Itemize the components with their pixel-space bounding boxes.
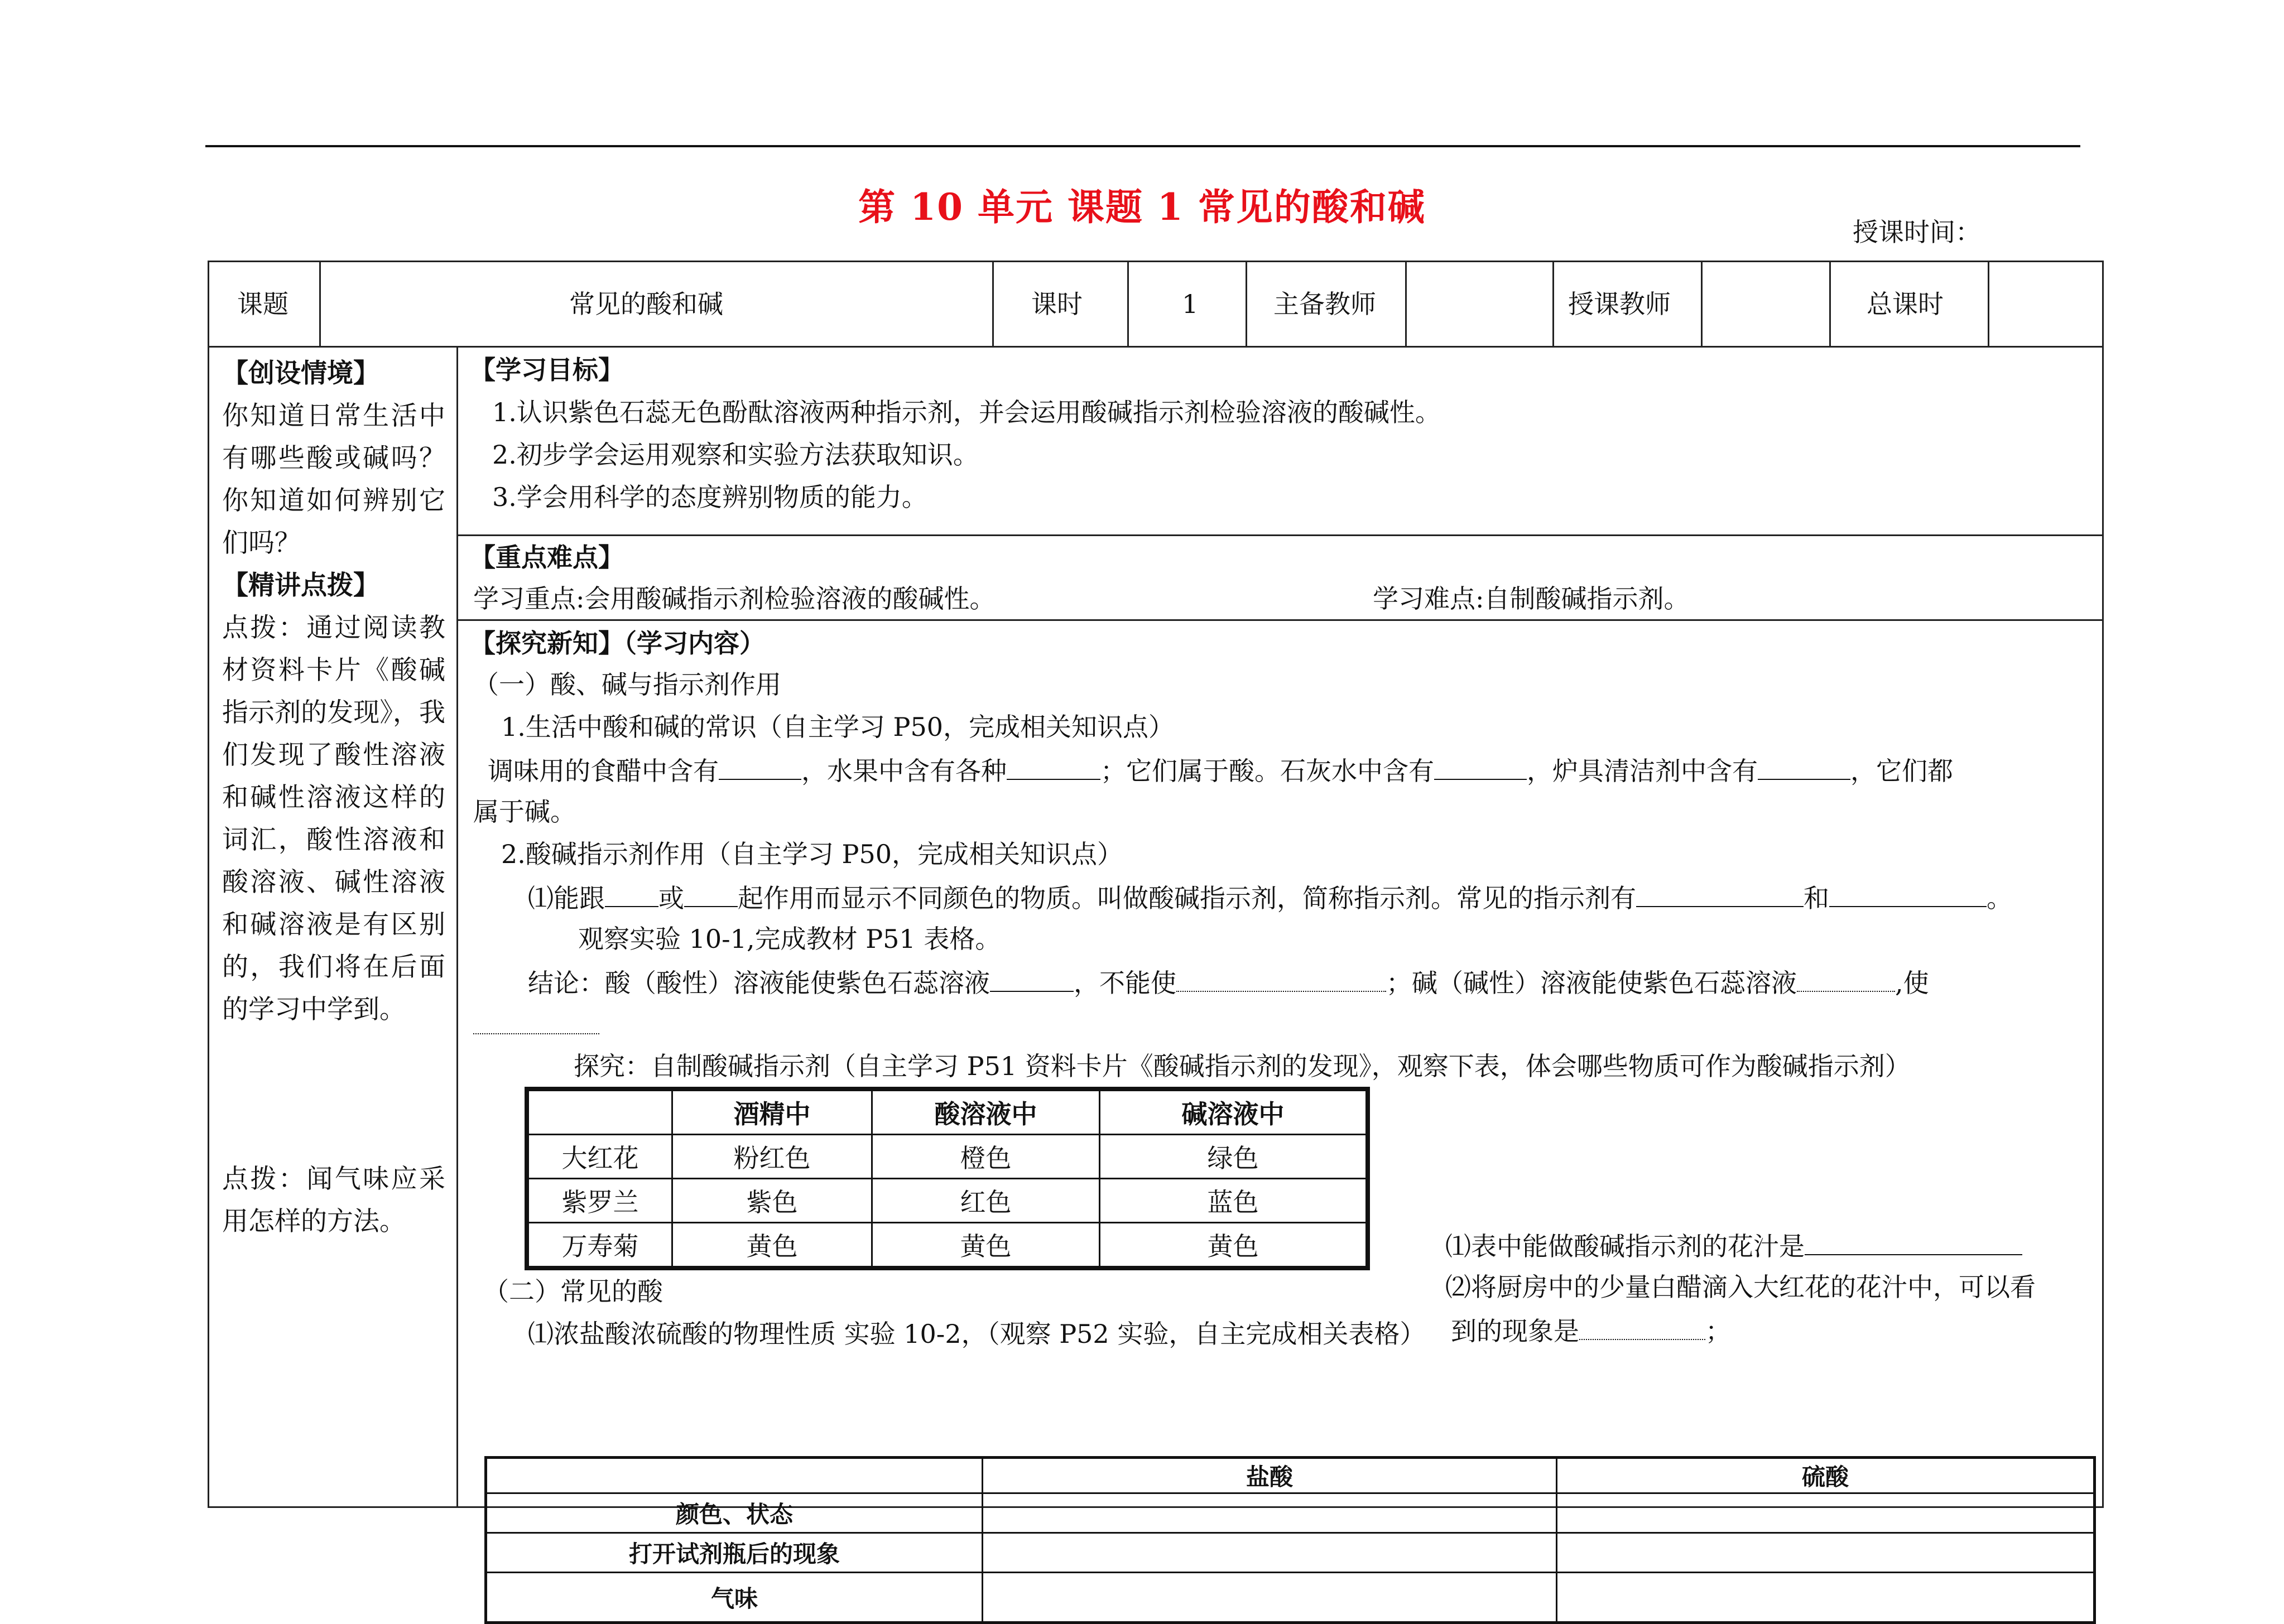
answer-cell[interactable] (1557, 1533, 2095, 1573)
section-common-acids: （二）常见的酸 (483, 1276, 663, 1307)
text: 和 (1804, 883, 1829, 913)
teacher-label: 授课教师 (1568, 289, 1671, 319)
top-rule (205, 145, 2080, 147)
header-col-divider (1988, 261, 1989, 347)
left-guidance-column (222, 353, 445, 1243)
objective-item: 2.初步学会运用观察和实验方法获取知识。 (492, 440, 979, 470)
scenario-heading: 【创设情境】 (222, 358, 379, 389)
header-cell: 碱溶液中 (1100, 1089, 1368, 1135)
answer-cell[interactable] (983, 1493, 1557, 1533)
color-cell: 蓝色 (1100, 1179, 1368, 1223)
answer-blank[interactable] (719, 756, 801, 780)
color-cell: 紫色 (672, 1179, 872, 1223)
page-title: 第 10 单元 课题 1 常见的酸和碱 (858, 185, 1426, 229)
text: 。 (1987, 883, 2012, 913)
header-cell: 酒精中 (672, 1089, 872, 1135)
property-label: 气味 (486, 1573, 983, 1623)
table-row (527, 1179, 1368, 1223)
table-header-row (486, 1458, 2095, 1493)
header-row-divider (208, 346, 2104, 348)
table-row (527, 1135, 1368, 1179)
color-cell: 黄色 (1100, 1223, 1368, 1269)
class-time-label: 授课时间： (1853, 217, 1981, 247)
lead-teacher-label: 主备教师 (1273, 289, 1376, 319)
table-row (527, 1223, 1368, 1269)
answer-cell[interactable] (983, 1573, 1557, 1623)
header-col-divider (1829, 261, 1831, 347)
header-cell: 酸溶液中 (872, 1089, 1100, 1135)
text: 到的现象是 (1451, 1316, 1579, 1346)
question-line (1445, 1232, 2022, 1259)
text: ，它们都 (1850, 756, 1953, 786)
indicator-table (525, 1087, 1370, 1270)
explore-paragraph: 1.生活中酸和碱的常识（自主学习 P50，完成相关知识点） (501, 712, 1174, 742)
header-col-divider (319, 261, 321, 347)
period-value: 1 (1182, 289, 1199, 319)
answer-blank[interactable] (1176, 968, 1386, 992)
text: ,使 (1895, 968, 1929, 998)
question-line: ⑵将厨房中的少量白醋滴入大红花的花汁中，可以看 (1445, 1272, 2036, 1302)
fill-blank-line (528, 884, 2012, 911)
keypoints-divider (456, 619, 2104, 621)
answer-blank[interactable] (1579, 1317, 1705, 1340)
acid-properties-table (484, 1456, 2096, 1624)
header-cell (486, 1458, 983, 1493)
text: ⑴能跟 (528, 883, 605, 913)
header-cell: 盐酸 (983, 1458, 1557, 1493)
fill-blank-line (473, 1011, 599, 1038)
key-focus: 学习重点:会用酸碱指示剂检验溶液的酸碱性。 (473, 584, 996, 614)
header-col-divider (1246, 261, 1247, 347)
table-row (486, 1493, 2095, 1533)
tip-text: 点拨：通过阅读教材资料卡片《酸碱指示剂的发现》，我们发现了酸性溶液和碱性溶液这样的词汇，酸性溶液和酸溶液、碱性溶液和碱溶液是有区别的，我们将在后面的学习中学到。 (222, 613, 445, 1025)
period-label: 课时 (1031, 289, 1083, 319)
explore-heading: 【探究新知】（学习内容） (470, 628, 765, 658)
table-row (486, 1573, 2095, 1623)
explore-paragraph: 观察实验 10-1,完成教材 P51 表格。 (578, 924, 1001, 954)
answer-cell[interactable] (1557, 1493, 2095, 1533)
header-col-divider (1701, 261, 1703, 347)
answer-blank[interactable] (1007, 756, 1100, 780)
header-cell: 硫酸 (1557, 1458, 2095, 1493)
text: 结论：酸（酸性）溶液能使紫色石蕊溶液 (528, 968, 990, 998)
color-cell: 黄色 (672, 1223, 872, 1269)
header-cell (527, 1089, 672, 1135)
tips-heading: 【精讲点拨】 (222, 570, 379, 601)
text: 调味用的食醋中含有 (488, 756, 719, 786)
objective-item: 3.学会用科学的态度辨别物质的能力。 (492, 482, 927, 512)
flower-cell: 万寿菊 (527, 1223, 672, 1269)
text: ，不能使 (1074, 968, 1176, 998)
header-col-divider (1405, 261, 1407, 347)
key-difficulty: 学习难点:自制酸碱指示剂。 (1373, 584, 1690, 614)
text: ，炉具清洁剂中含有 (1527, 756, 1758, 786)
answer-blank[interactable] (1805, 1232, 2022, 1255)
topic-label: 课题 (237, 289, 288, 319)
color-cell: 绿色 (1100, 1135, 1368, 1179)
answer-blank[interactable] (1434, 756, 1527, 780)
table-header-row (527, 1089, 1368, 1135)
text: 或 (658, 883, 684, 913)
total-periods-label: 总课时 (1867, 289, 1944, 319)
header-col-divider (1552, 261, 1554, 347)
left-column-divider (456, 346, 458, 1508)
answer-blank[interactable] (990, 968, 1074, 992)
header-col-divider (1127, 261, 1129, 347)
flower-cell: 大红花 (527, 1135, 672, 1179)
scenario-text: 你知道日常生活中有哪些酸或碱吗？你知道如何辨别它们吗？ (222, 401, 445, 558)
text: ； (1705, 1316, 1731, 1346)
header-col-divider (992, 261, 994, 347)
color-cell: 黄色 (872, 1223, 1100, 1269)
answer-blank[interactable] (1797, 968, 1895, 992)
explore-paragraph: 属于碱。 (473, 797, 576, 827)
objectives-heading: 【学习目标】 (470, 355, 624, 385)
property-label: 颜色、状态 (486, 1493, 983, 1533)
color-cell: 橙色 (872, 1135, 1100, 1179)
text: ；它们属于酸。石灰水中含有 (1100, 756, 1434, 786)
topic-value: 常见的酸和碱 (569, 289, 723, 319)
flower-cell: 紫罗兰 (527, 1179, 672, 1223)
section-acid-base-indicator: （一）酸、碱与指示剂作用 (473, 669, 781, 700)
color-cell: 粉红色 (672, 1135, 872, 1179)
spacer (222, 1031, 445, 1158)
objectives-divider (456, 534, 2104, 536)
answer-cell[interactable] (1557, 1573, 2095, 1623)
explore-paragraph: ⑴浓盐酸浓硫酸的物理性质 实验 10-2，（观察 P52 实验，自主完成相关表格） (528, 1319, 1426, 1349)
explore-paragraph: 2.酸碱指示剂作用（自主学习 P50，完成相关知识点） (501, 839, 1123, 869)
answer-blank[interactable] (1636, 884, 1804, 907)
property-label: 打开试剂瓶后的现象 (486, 1533, 983, 1573)
answer-cell[interactable] (983, 1533, 1557, 1573)
fill-blank-line (488, 756, 1953, 784)
answer-blank[interactable] (605, 884, 658, 907)
keypoints-heading: 【重点难点】 (470, 542, 624, 572)
answer-blank[interactable] (684, 884, 738, 907)
text: ；碱（碱性）溶液能使紫色石蕊溶液 (1386, 968, 1797, 998)
text: ⑴表中能做酸碱指示剂的花汁是 (1445, 1231, 1805, 1261)
text: 起作用而显示不同颜色的物质。叫做酸碱指示剂，简称指示剂。常见的指示剂有 (738, 883, 1636, 913)
text: ，水果中含有各种 (801, 756, 1007, 786)
explore-paragraph: 探究：自制酸碱指示剂（自主学习 P51 资料卡片《酸碱指示剂的发现》，观察下表，体会哪些物质可作为酸碱指示剂） (574, 1051, 1911, 1081)
answer-blank[interactable] (1829, 884, 1987, 907)
answer-blank[interactable] (473, 1011, 599, 1034)
fill-blank-line (528, 968, 1929, 996)
color-cell: 红色 (872, 1179, 1100, 1223)
objective-item: 1.认识紫色石蕊无色酚酞溶液两种指示剂，并会运用酸碱指示剂检验溶液的酸碱性。 (492, 397, 1441, 427)
answer-blank[interactable] (1758, 756, 1850, 780)
tip-text: 点拨：闻气味应采用怎样的方法。 (222, 1164, 445, 1237)
question-line (1451, 1317, 1731, 1344)
table-row (486, 1533, 2095, 1573)
